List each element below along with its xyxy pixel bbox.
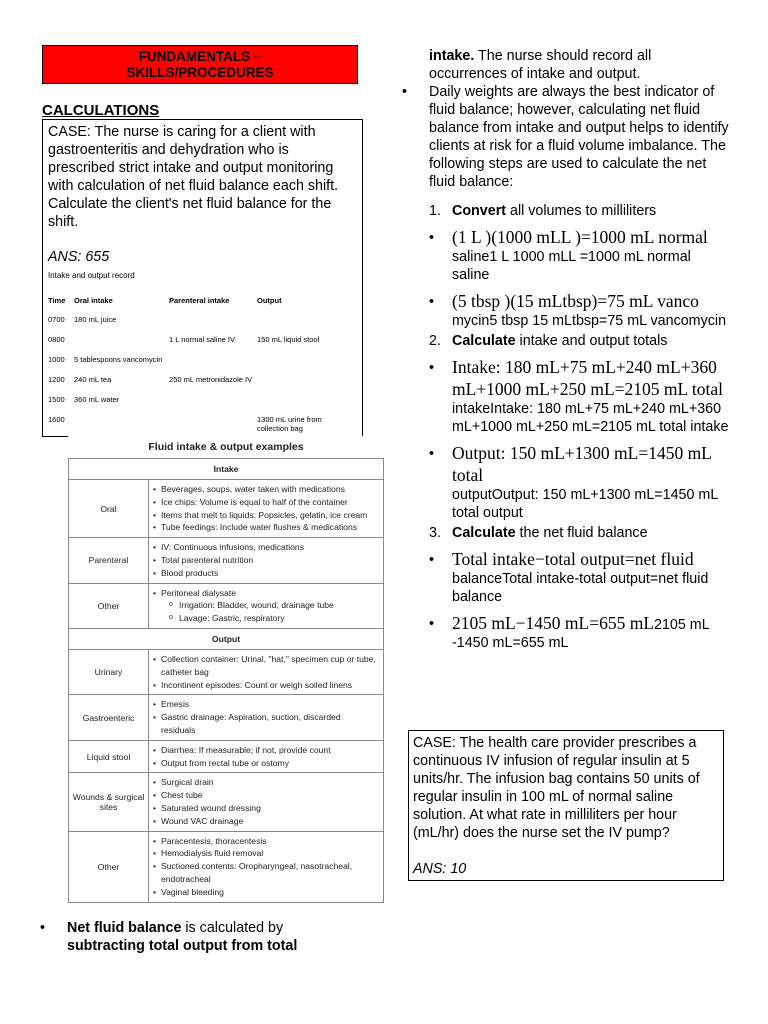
record-cell: 1000 [48,355,65,364]
figure-list-item: • Total parenteral nutrition [153,554,377,567]
figure-list-item: • Collection container: Urinal, "hat," specimen cup or tube, catheter bag [153,653,377,679]
figure-section-header: Intake [69,459,384,480]
record-cell [169,315,257,335]
step-text: all volumes to milliliters [506,203,657,219]
figure-category: Oral [69,480,149,538]
figure-list-item: • Incontinent episodes: Count or weigh soiled linens [153,679,377,692]
daily-weights-text: Daily weights are always the best indicator of fluid balance; however, calculating net fluid balance from intake and output helps to identify clients at risk for a fluid volume imbalance. The following steps are used to calculate the net fluid balance: [429,84,729,190]
right-column [402,47,732,652]
figure-row [69,773,384,831]
record-cell: 1500 [48,395,65,404]
record-header: Oral intake [74,296,113,305]
figure-category: Parenteral [69,538,149,583]
bullet-icon: • [429,294,435,310]
figure-list-item: • Vaginal bleeding [153,886,377,899]
figure-title: Fluid intake & output examples [148,441,304,453]
record-row [48,415,358,435]
figure-list-item: • Hemodialysis fluid removal [153,847,377,860]
record-cell [74,415,169,435]
record-cell: 180 mL juice [74,315,117,324]
figure-row [69,695,384,740]
bullet-icon: • [402,84,408,100]
record-header: Time [48,296,66,305]
figure-category: Urinary [69,649,149,694]
figure-list-item: • Saturated wound dressing [153,802,377,815]
equation-plain: mycin5 tbsp 15 mLtbsp=75 mL vancomycin [452,313,727,329]
figure-list-item: • Chest tube [153,789,377,802]
figure-items [149,583,384,628]
figure-list-item: • IV: Continuous infusions, medications [153,541,377,554]
record-title: Intake and output record [48,271,135,280]
record-row [48,335,358,355]
equation-plain: 2105 mL -1450 mL=655 mL [452,617,710,651]
equation-6 [402,612,732,652]
record-row [48,315,358,335]
figure-category: Wounds & surgical sites [69,773,149,831]
figure-row [69,538,384,583]
figure-row [69,480,384,538]
record-cell: 5 tablespoons vancomycin [74,355,163,364]
step-bold: Calculate [452,525,516,541]
equation-1 [402,226,732,284]
figure-list-item: • Beverages, soups, water taken with medications [153,483,377,496]
figure-row [69,649,384,694]
record-cell: 240 mL tea [74,375,112,384]
equation-rendered: Intake: 180 mL+75 mL+240 mL+360 mL+1000 mL+250 mL=2105 mL total [452,357,724,399]
record-cell [257,395,358,415]
record-row [48,375,358,395]
equation-rendered: Output: 150 mL+1300 mL=1450 mL total [452,443,712,485]
record-cell [169,415,257,435]
step-bold: Convert [452,203,507,219]
intake-output-record [48,290,358,435]
bullet-icon: • [40,920,46,936]
record-cell [257,355,358,375]
fluid-examples-figure [68,436,384,918]
figure-list-item: • Wound VAC drainage [153,815,377,828]
figure-items [149,695,384,740]
figure-section-header: Output [69,628,384,649]
case2-text: CASE: The health care provider prescribes a continuous IV infusion of regular insulin at 5 units/hr. The infusion bag contains 50 units of regular insulin in 100 mL of normal saline solution. At what rate in milliliters per hour (mL/hr) does the nurse set the IV pump? [413,735,700,841]
step-3 [402,524,732,542]
equation-3 [402,356,732,436]
net-note-text1: is calculated by [181,920,284,936]
daily-weights-bullet [402,83,732,191]
bullet-icon: • [429,616,435,632]
equation-4 [402,442,732,522]
equation-plain: balanceTotal intake-total output=net fluid balance [452,571,709,605]
figure-sub-item: o Lavage: Gastric, respiratory [153,612,377,625]
record-cell: 360 mL water [74,395,120,404]
equation-rendered: 2105 mL−1450 mL=655 mL [452,613,655,633]
record-cell [74,335,169,355]
equation-rendered: (1 L )(1000 mLL )=1000 mL normal [452,227,708,247]
banner-line-2: SKILLS/PROCEDURES [126,65,274,80]
record-cell [257,375,358,395]
equation-2 [402,290,732,330]
step-text: the net fluid balance [515,525,648,541]
figure-sub-item: o Irrigation: Bladder, wound, drainage tube [153,599,377,612]
case1-text: CASE: The nurse is caring for a client with gastroenteritis and dehydration who is prescribed strict intake and output monitoring with calculation of net fluid balance each shift. Calculate the client's net fluid balance for the shift. [48,124,339,230]
bullet-icon: • [429,552,435,568]
record-cell: 1200 [48,375,65,384]
figure-items [149,740,384,773]
figure-category: Gastroenteric [69,695,149,740]
equation-rendered: (5 tbsp )(15 mLtbsp)=75 mL vanco [452,291,699,311]
figure-row [69,740,384,773]
step-number: 1. [429,203,441,219]
record-row [48,395,358,415]
step-number: 3. [429,525,441,541]
record-cell: 1600 [48,415,65,424]
bullet-icon: • [429,360,435,376]
equation-plain: intakeIntake: 180 mL+75 mL+240 mL+360 mL+1000 mL+250 mL=2105 mL total intake [452,401,729,435]
record-header: Output [257,296,282,305]
record-cell: 0700 [48,315,65,324]
case1-answer: ANS: 655 [48,249,110,265]
figure-category: Other [69,831,149,902]
record-row [48,355,358,375]
fluid-examples-table [68,458,384,903]
figure-list-item: • Gastric drainage: Aspiration, suction, discarded residuals [153,711,377,737]
record-cell [257,315,358,335]
record-cell: 1 L normal saline IV [169,335,236,344]
figure-list-item: • Suctioned contents: Oropharyngeal, nasotracheal, endotracheal [153,860,377,886]
figure-list-item: • Emesis [153,698,377,711]
record-cell [169,355,257,375]
case-box-insulin [408,730,724,881]
figure-items [149,773,384,831]
record-cell: 1300 mL urine from collection bag [257,415,322,433]
figure-list-item: • Output from rectal tube or ostomy [153,757,377,770]
case2-answer: ANS: 10 [413,861,467,877]
step-bold: Calculate [452,333,516,349]
figure-items [149,649,384,694]
figure-category: Other [69,583,149,628]
figure-items [149,831,384,902]
equation-plain: saline1 L 1000 mLL =1000 mL normal saline [452,249,691,283]
figure-category: Liquid stool [69,740,149,773]
continuation-paragraph [402,47,732,83]
record-cell: 250 mL metronidazole IV [169,375,253,384]
step-2 [402,332,732,350]
continuation-text: The nurse should record all occurrences of intake and output. [429,48,652,82]
banner-line-1: FUNDAMENTALS – [138,49,262,64]
bullet-icon: • [429,230,435,246]
equation-rendered: Total intake−total output=net fluid [452,549,694,569]
step-number: 2. [429,333,441,349]
calculations-heading: CALCULATIONS [42,102,160,119]
figure-list-item: • Items that melt to liquids: Popsicles, gelatin, ice cream [153,509,377,522]
figure-list-item: • Blood products [153,567,377,580]
figure-list-item: • Tube feedings: Include water flushes & medications [153,521,377,534]
bullet-icon: • [429,446,435,462]
continuation-bold: intake. [429,48,475,64]
record-header: Parenteral intake [169,296,230,305]
record-cell: 150 mL liquid stool [257,335,320,344]
figure-list-item: • Diarrhea: If measurable; if not, provide count [153,744,377,757]
equation-plain: outputOutput: 150 mL+1300 mL=1450 mL total output [452,487,718,521]
case-box-net-fluid [42,119,363,437]
step-text: intake and output totals [515,333,668,349]
record-cell [169,395,257,415]
net-fluid-note [40,919,340,955]
step-1 [402,202,732,220]
net-note-bold2: subtracting total output from total [67,938,298,954]
record-cell: 0800 [48,335,65,344]
figure-list-item: • Ice chips: Volume is equal to half of the container [153,496,377,509]
section-banner [42,45,358,84]
net-note-bold1: Net fluid balance [67,920,182,936]
figure-items [149,538,384,583]
figure-items [149,480,384,538]
figure-row [69,831,384,902]
equation-5 [402,548,732,606]
figure-list-item: • Surgical drain [153,776,377,789]
figure-list-item: • Paracentesis, thoracentesis [153,835,377,848]
figure-list-item: • Peritoneal dialysate [153,587,377,600]
figure-row [69,583,384,628]
